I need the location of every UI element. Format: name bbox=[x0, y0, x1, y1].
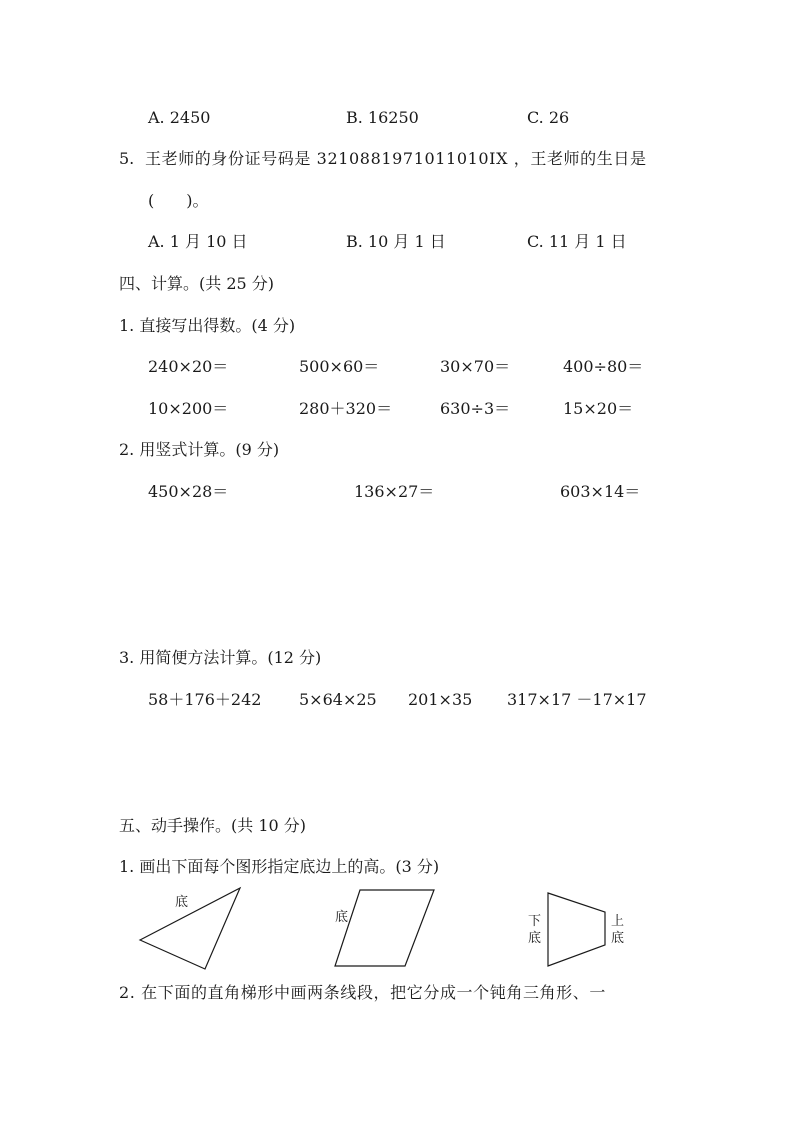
q5-option-b: B. 10 月 1 日 bbox=[346, 232, 446, 251]
q4-option-b: B. 16250 bbox=[346, 108, 419, 127]
trapezoid-shape bbox=[548, 893, 605, 966]
trapezoid-upper-base-label-1: 上 bbox=[611, 914, 625, 929]
section4-title: 四、计算。(共 25 分) bbox=[119, 274, 275, 293]
section5-title: 五、动手操作。(共 10 分) bbox=[119, 816, 307, 835]
simplify-calc-3: 201×35 bbox=[408, 690, 473, 709]
vertical-calc-2: 136×27＝ bbox=[354, 482, 435, 501]
triangle-shape bbox=[140, 888, 240, 969]
trapezoid-lower-base-label-1: 下 bbox=[528, 914, 542, 929]
calc-r1-c3: 30×70＝ bbox=[440, 357, 511, 376]
s4-p3-title: 3. 用简便方法计算。(12 分) bbox=[119, 648, 322, 667]
s5-p2-title: 2. 在下面的直角梯形中画两条线段，把它分成一个钝角三角形、一 bbox=[119, 983, 606, 1002]
calc-r1-c1: 240×20＝ bbox=[148, 357, 229, 376]
s5-p1-title: 1. 画出下面每个图形指定底边上的高。(3 分) bbox=[119, 857, 440, 876]
simplify-calc-2: 5×64×25 bbox=[299, 690, 377, 709]
calc-r2-c4: 15×20＝ bbox=[563, 399, 634, 418]
calc-r1-c4: 400÷80＝ bbox=[563, 357, 644, 376]
trapezoid-lower-base-label-2: 底 bbox=[528, 931, 542, 946]
parallelogram-base-label: 底 bbox=[335, 910, 349, 925]
calc-r2-c1: 10×200＝ bbox=[148, 399, 229, 418]
q5-answer-blank: ( )。 bbox=[148, 191, 209, 210]
s4-p1-title: 1. 直接写出得数。(4 分) bbox=[119, 316, 296, 335]
calc-r2-c3: 630÷3＝ bbox=[440, 399, 511, 418]
triangle-base-label: 底 bbox=[175, 895, 189, 910]
trapezoid-upper-base-label-2: 底 bbox=[611, 931, 625, 946]
q5-option-c: C. 11 月 1 日 bbox=[527, 232, 627, 251]
calc-r1-c2: 500×60＝ bbox=[299, 357, 380, 376]
q4-option-a: A. 2450 bbox=[148, 108, 211, 127]
q5-text: 王老师的身份证号码是 3210881971011010IX ，王老师的生日是 bbox=[145, 149, 647, 168]
simplify-calc-4: 317×17 －17×17 bbox=[507, 690, 647, 709]
vertical-calc-1: 450×28＝ bbox=[148, 482, 229, 501]
vertical-calc-3: 603×14＝ bbox=[560, 482, 641, 501]
q5-number: 5. bbox=[119, 149, 135, 168]
calc-r2-c2: 280＋320＝ bbox=[299, 399, 393, 418]
simplify-calc-1: 58＋176＋242 bbox=[148, 690, 262, 709]
q4-option-c: C. 26 bbox=[527, 108, 570, 127]
s4-p2-title: 2. 用竖式计算。(9 分) bbox=[119, 440, 280, 459]
parallelogram-shape bbox=[335, 890, 434, 966]
q5-option-a: A. 1 月 10 日 bbox=[148, 232, 248, 251]
